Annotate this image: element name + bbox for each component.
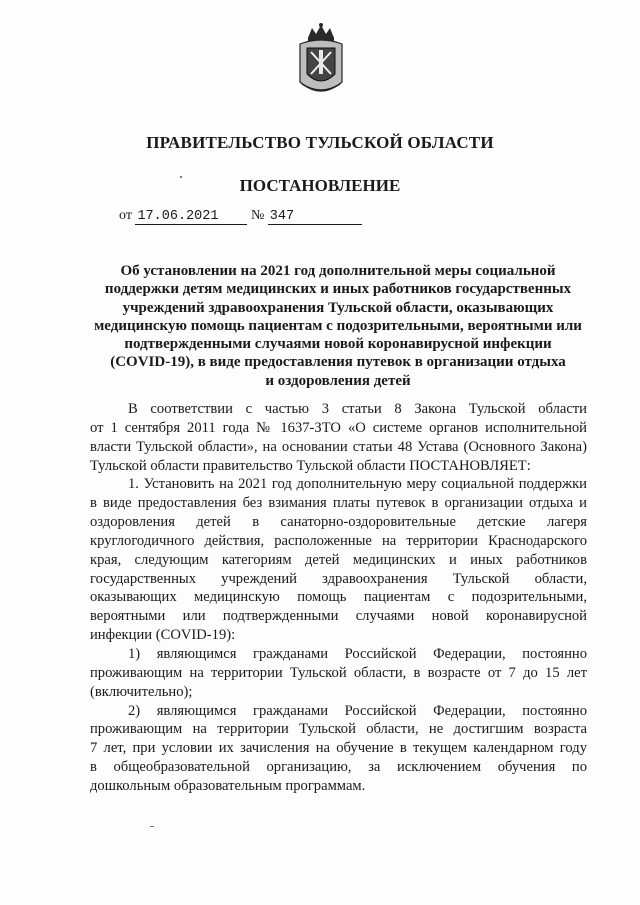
body-line: оздоровления детей в санаторно-оздоровительные детские лагеря xyxy=(90,514,587,531)
body-line: вероятными или подтвержденными случаями новой коронавирусной xyxy=(90,608,587,625)
body-line: Тульской области правительство Тульской области ПОСТАНОВЛЯЕТ: xyxy=(90,457,531,474)
body-line: инфекции (COVID-19): xyxy=(90,627,236,644)
body-line: дошкольным образовательным программам. xyxy=(90,777,366,794)
heading-line: и оздоровления детей xyxy=(265,372,411,389)
body-line: 1) являющимся гражданами Российской Федерации, постоянно xyxy=(128,645,587,662)
document-heading xyxy=(90,262,586,390)
heading-line: (COVID-19), в виде предоставления путевок в организации отдыха xyxy=(110,354,566,371)
heading-line: медицинскую помощь пациентам с подозрительными, вероятными или xyxy=(94,317,582,334)
scan-speck xyxy=(150,826,154,827)
coat-of-arms-icon xyxy=(296,22,346,100)
body-line: в общеобразовательной организацию, за исключением обучения по xyxy=(90,759,587,776)
scan-speck xyxy=(180,176,182,178)
number-prefix: № xyxy=(250,208,265,223)
document-number: 347 xyxy=(268,209,362,225)
document-date: 17.06.2021 xyxy=(135,209,247,225)
body-line: (включительно); xyxy=(90,683,193,700)
body-line: государственных учреждений здравоохранения Тульской области, xyxy=(90,570,587,587)
body-line: В соответствии с частью 3 статьи 8 Закона Тульской области xyxy=(128,401,587,417)
document-type: ПОСТАНОВЛЕНИЕ xyxy=(239,176,401,195)
heading-line: подтвержденными случаями новой коронавирусной инфекции xyxy=(124,336,552,353)
body-line: проживающим на территории Тульской области, в возрасте от 7 до 15 лет xyxy=(90,664,587,681)
document-body xyxy=(90,400,587,796)
body-line: проживающим на территории Тульской области, не достигшим возраста xyxy=(90,721,587,738)
body-line: круглогодичного действия, расположенные на территории Краснодарского xyxy=(90,532,587,549)
body-line: 7 лет, при условии их зачисления на обучение в текущем календарном году xyxy=(90,740,587,757)
body-line: власти Тульской области», на основании статьи 48 Устава (Основного Закона) xyxy=(90,438,587,455)
body-line: в виде предоставления без взимания платы путевок в организации отдыха и xyxy=(90,495,587,512)
body-line: 1. Установить на 2021 год дополнительную меру социальной поддержки xyxy=(128,476,587,493)
body-line: оказывающих медицинскую помощь пациентам с подозрительными, xyxy=(90,589,587,606)
date-prefix: от xyxy=(119,208,132,223)
body-line: 2) являющимся гражданами Российской Федерации, постоянно xyxy=(128,702,587,719)
body-line: края, следующим категориям детей медицинских и иных работников xyxy=(90,551,587,568)
date-number-line xyxy=(119,208,362,225)
body-line: от 1 сентября 2011 года № 1637-ЗТО «О системе органов исполнительной xyxy=(90,419,587,436)
heading-line: поддержки детям медицинских и иных работников государственных xyxy=(104,281,572,298)
heading-line: Об установлении на 2021 год дополнительной меры социальной xyxy=(120,263,556,279)
heading-line: учреждений здравоохранения Тульской области, оказывающих xyxy=(122,299,554,316)
government-title: ПРАВИТЕЛЬСТВО ТУЛЬСКОЙ ОБЛАСТИ xyxy=(146,133,494,152)
